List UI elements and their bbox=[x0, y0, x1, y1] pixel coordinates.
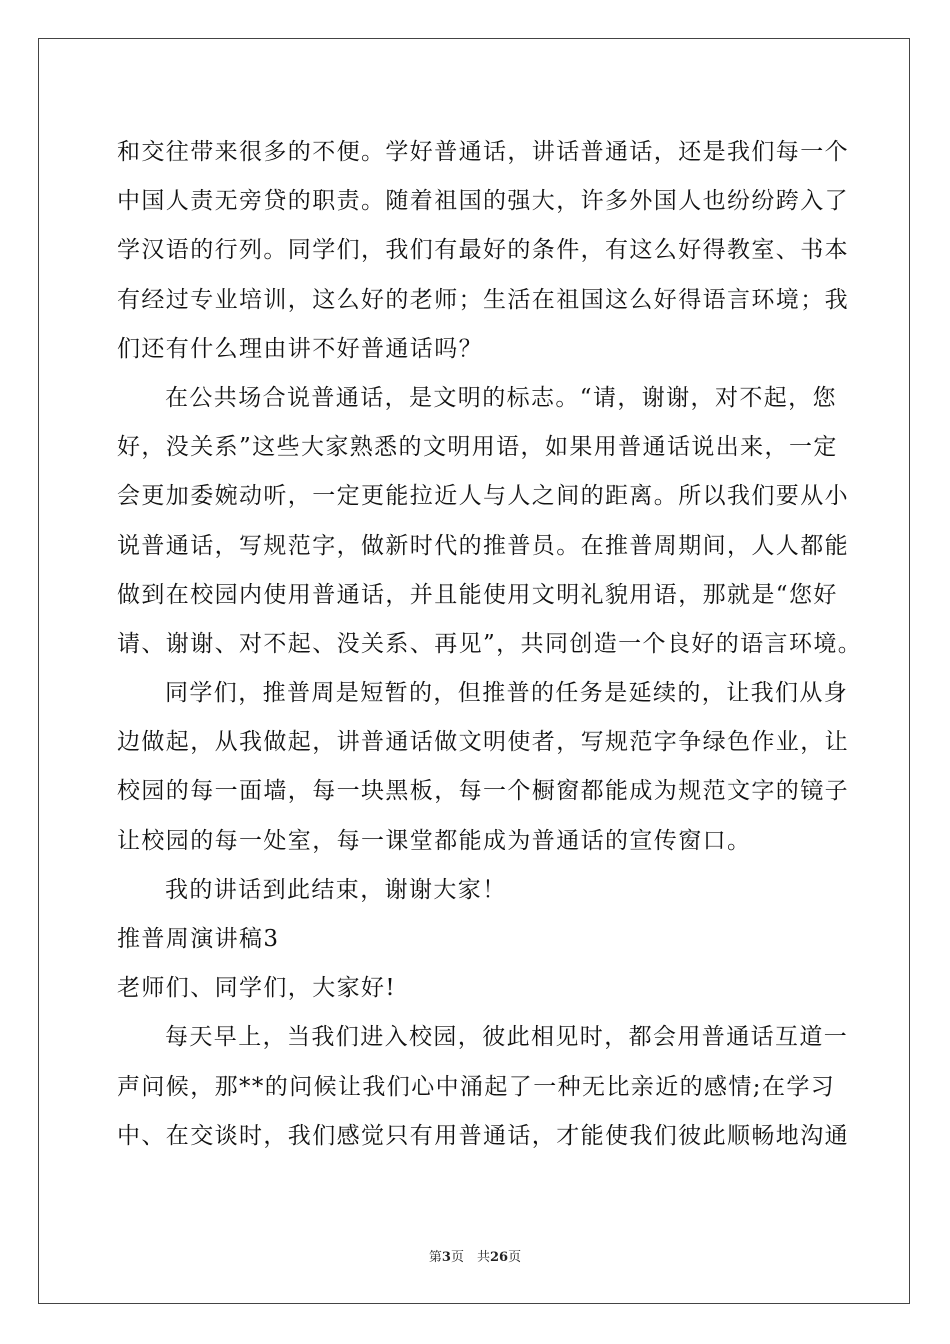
page-current: 3 bbox=[441, 1250, 451, 1265]
text-line-20: 声问候，那**的问候让我们心中涌起了一种无比亲近的感情;在学习 bbox=[117, 1073, 836, 1100]
page-footer bbox=[0, 1246, 950, 1265]
text-line-3: 学汉语的行列。同学们，我们有最好的条件，有这么好得教室、书本 bbox=[117, 237, 849, 264]
text-line-16: 我的讲话到此结束，谢谢大家！ bbox=[165, 876, 507, 903]
page-prefix: 第 bbox=[428, 1250, 442, 1265]
text-line-15: 让校园的每一处室，每一课堂都能成为普通话的宣传窗口。 bbox=[117, 827, 752, 854]
text-line-1: 和交往带来很多的不便。学好普通话，讲话普通话，还是我们每一个 bbox=[117, 139, 849, 165]
text-line-7: 好，没关系”这些大家熟悉的文明用语，如果用普通话说出来，一定 bbox=[117, 434, 838, 461]
text-line-13: 边做起，从我做起，讲普通话做文明使者，写规范字争绿色作业，让 bbox=[117, 729, 849, 756]
text-line-21: 中、在交谈时，我们感觉只有用普通话，才能使我们彼此顺畅地沟通 bbox=[117, 1122, 849, 1149]
text-line-5: 们还有什么理由讲不好普通话吗？ bbox=[117, 335, 483, 362]
page-total: 26 bbox=[489, 1250, 509, 1265]
text-line-8: 会更加委婉动听，一定更能拉近人与人之间的距离。所以我们要从小 bbox=[117, 483, 849, 510]
text-line-2: 中国人责无旁贷的职责。随着祖国的强大，许多外国人也纷纷跨入了 bbox=[117, 188, 849, 215]
text-line-19: 每天早上，当我们进入校园，彼此相见时，都会用普通话互道一 bbox=[165, 1024, 849, 1051]
page-suffix: 页 bbox=[508, 1250, 522, 1265]
page-mid: 页 共 bbox=[450, 1250, 490, 1265]
text-line-11: 请、谢谢、对不起、没关系、再见”，共同创造一个良好的语言环境。 bbox=[117, 630, 863, 657]
text-line-9: 说普通话，写规范字，做新时代的推普员。在推普周期间，人人都能 bbox=[117, 532, 849, 559]
greeting-line: 老师们、同学们，大家好! bbox=[117, 975, 397, 1002]
text-line-10: 做到在校园内使用普通话，并且能使用文明礼貌用语，那就是“您好 bbox=[117, 581, 838, 608]
text-line-4: 有经过专业培训，这么好的老师；生活在祖国这么好得语言环境；我 bbox=[117, 286, 849, 313]
text-line-6: 在公共场合说普通话，是文明的标志。“请，谢谢，对不起，您 bbox=[165, 384, 837, 411]
section-heading: 推普周演讲稿3 bbox=[117, 926, 280, 952]
text-line-14: 校园的每一面墙，每一块黑板，每一个橱窗都能成为规范文字的镜子 bbox=[117, 778, 849, 805]
text-line-12: 同学们，推普周是短暂的，但推普的任务是延续的，让我们从身 bbox=[165, 680, 849, 707]
document-body bbox=[117, 128, 863, 1161]
